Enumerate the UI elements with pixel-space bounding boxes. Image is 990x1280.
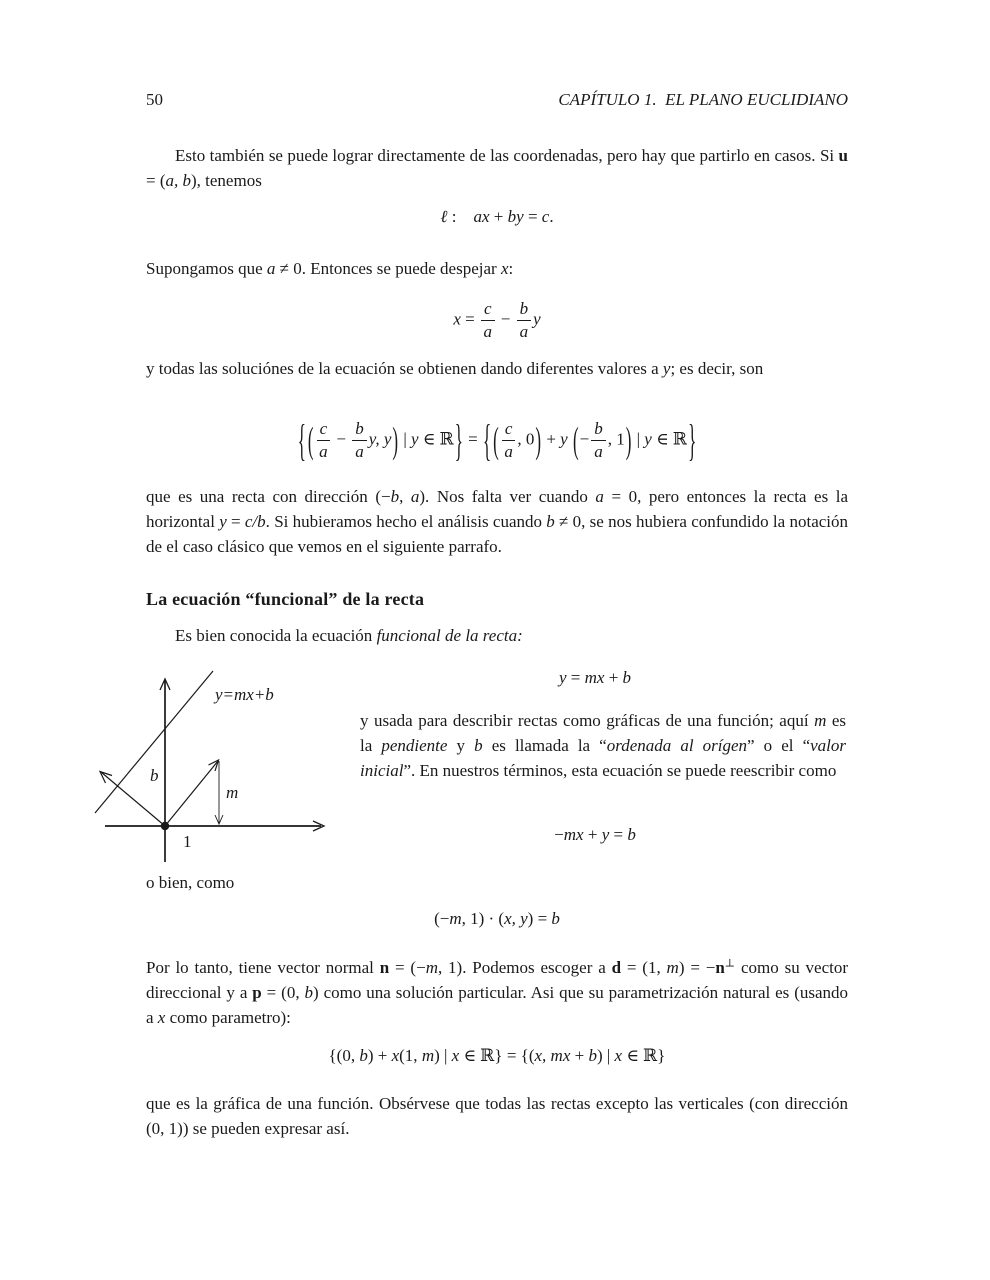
section-heading: La ecuación “funcional” de la recta	[146, 589, 425, 609]
paragraph-soluciones: y todas las soluciónes de la ecuación se obtienen dando diferentes valores a y; es decir, son	[146, 359, 764, 378]
formula-line-general: ℓ : ax + by = c.	[440, 207, 554, 226]
graph-line	[95, 671, 213, 813]
paragraph-grafica: que es la gráfica de una función. Obsérvese que todas las rectas excepto las verticales (con dirección (0, 1)) se pueden expresar así.	[146, 1094, 848, 1138]
figure-label-b: b	[150, 766, 159, 785]
paragraph-direccion: que es una recta con dirección (−b, a). Nos falta ver cuando a = 0, pero entonces la recta es la horizontal y = c/b. Si hubieramos hecho el análisis cuando b ≠ 0, se nos hubiera confundido la notación de el caso clásico que vemos en el siguiente parrafo.	[146, 487, 849, 556]
formula-functional: y = mx + b	[558, 668, 632, 687]
figure-label-line: y=mx+b	[215, 685, 274, 704]
origin-dot	[161, 822, 169, 830]
formula-solution-set: { ( $\frac{c}{a}$ − $\frac{b}{a}$ y, y) | y ∈ ℝ} = { ( $\frac{c}{a}$ , 0) + y (− $\frac{b}{a}$ , 1) | y ∈ ℝ}	[297, 415, 697, 466]
figure-label-m: m	[226, 783, 239, 802]
slope-vector-arrow	[165, 761, 218, 826]
figure-label-1: 1	[183, 832, 192, 851]
chapter-header: CAPÍTULO 1. EL PLANO EUCLIDIANO	[558, 90, 848, 109]
formula-solve-x: x = $\frac{c}{a}$ − $\frac{b}{a}$ y	[453, 299, 541, 341]
paragraph-vector-normal: Por lo tanto, tiene vector normal n = (−m, 1). Podemos escoger a d = (1, m) = −n⊥ como su vector direccional y a p = (0, b) como una solución particular. Asi que su parametrización natural es (usando a x como parametro):	[146, 957, 849, 1027]
formula-rewritten: −mx + y = b	[554, 825, 636, 844]
figure-line-graph	[88, 662, 338, 864]
paragraph-usada: y usada para describir rectas como gráficas de una función; aquí m es la pendiente y b es llamada la “ordenada al orígen” o el “valor inicial”. En nuestros términos, esta ecuación se puede reescribir como	[360, 711, 847, 780]
page-number: 50	[146, 90, 163, 109]
paragraph-intro: Esto también se puede lograr directamente de las coordenadas, pero hay que partirlo en casos. Si u = (a, b), tenemos	[146, 146, 848, 190]
paragraph-obien: o bien, como	[146, 873, 235, 892]
paragraph-supongamos: Supongamos que a ≠ 0. Entonces se puede despejar x:	[146, 259, 514, 278]
formula-dot-product: (−m, 1) · (x, y) = b	[434, 909, 560, 928]
formula-parametrization: {(0, b) + x(1, m) | x ∈ ℝ} = {(x, mx + b) | x ∈ ℝ}	[328, 1046, 666, 1065]
paragraph-conocida: Es bien conocida la ecuación funcional de la recta:	[175, 626, 523, 645]
